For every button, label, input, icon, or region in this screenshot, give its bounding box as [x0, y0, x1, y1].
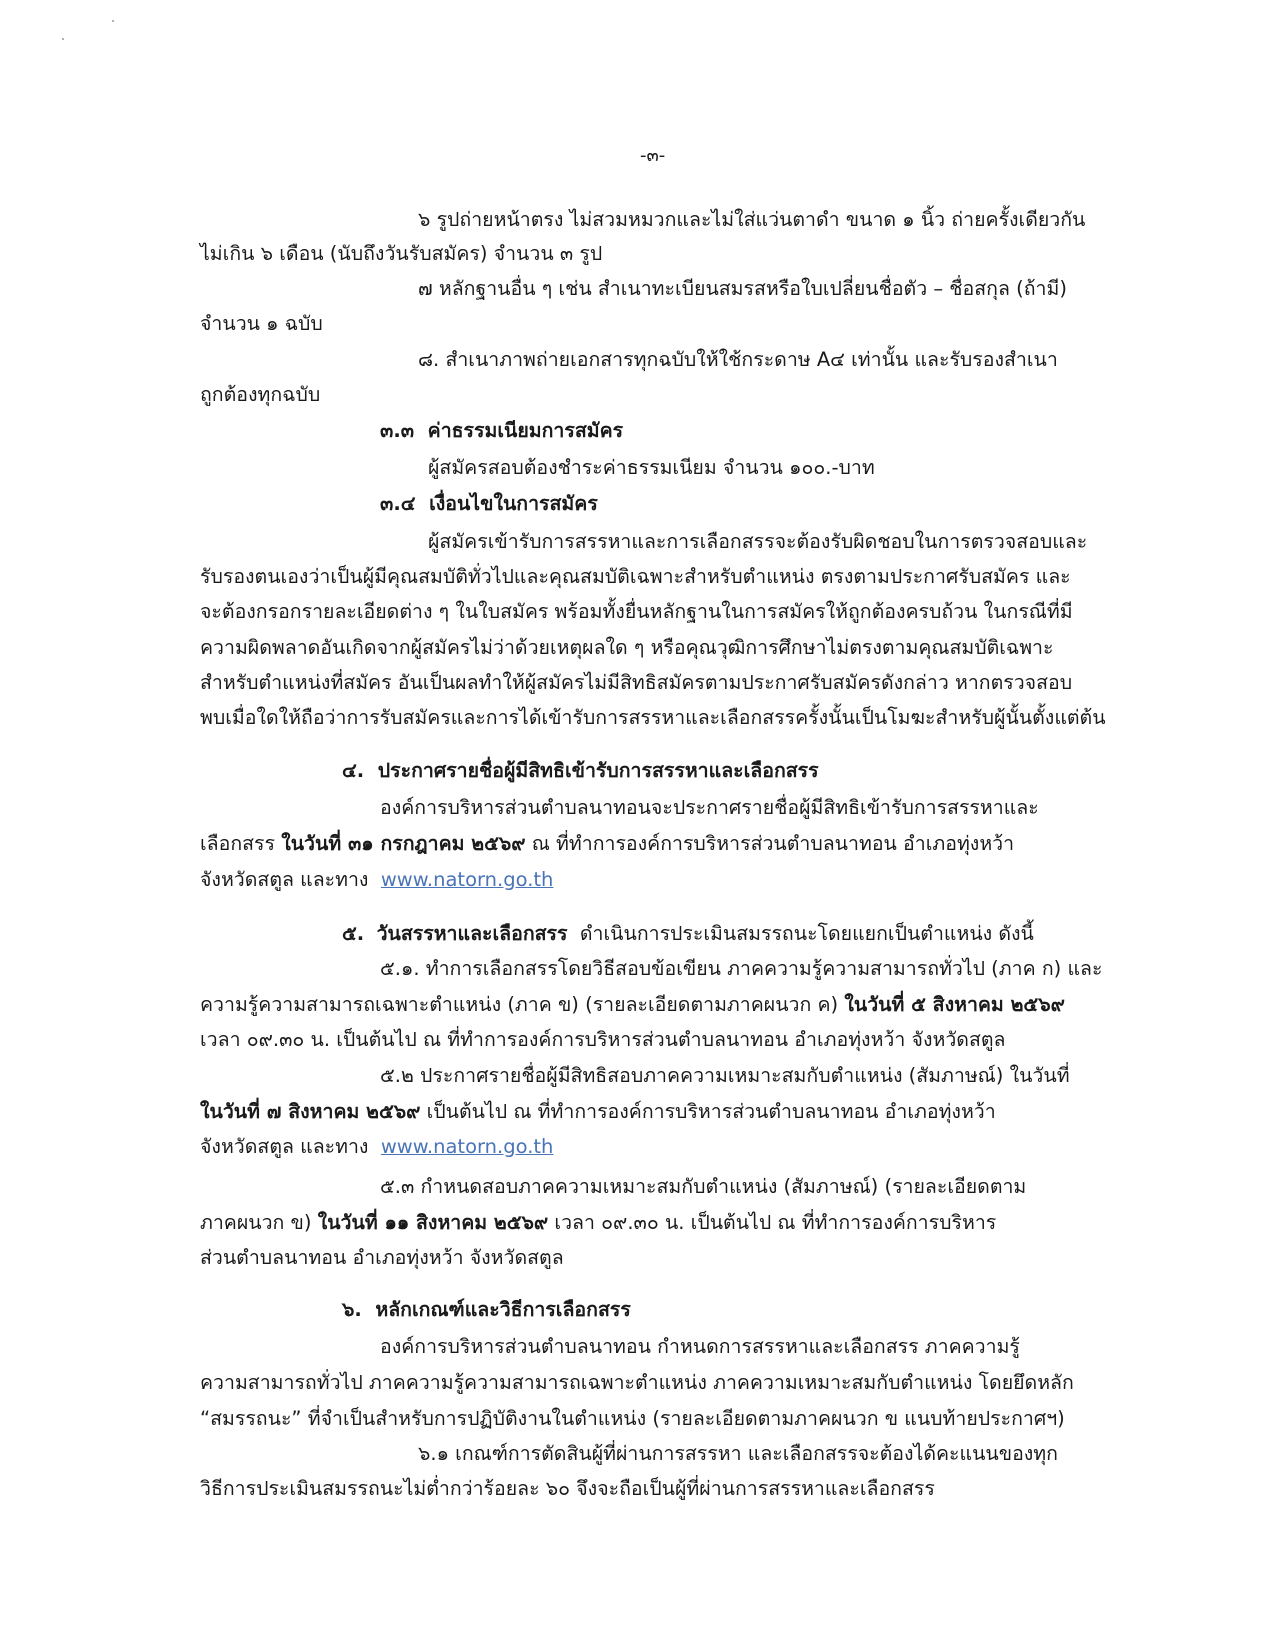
- section-5-2-line3: [200, 1131, 553, 1163]
- section-4-line2-pre: เลือกสรร: [200, 832, 275, 855]
- section-5-3-line1: ๕.๓ กำหนดสอบภาคความเหมาะสมกับตำแหน่ง (สัมภาษณ์) (รายละเอียดตาม: [380, 1175, 1027, 1198]
- scan-speck: [62, 38, 64, 40]
- section-3-4-line: รับรองตนเองว่าเป็นผู้มีคุณสมบัติทั่วไปและคุณสมบัติเฉพาะสำหรับตำแหน่ง ตรงตามประกาศรับสมัคร และ: [200, 565, 1071, 588]
- section-3-4-line: ผู้สมัครเข้ารับการสรรหาและการเลือกสรรจะต้องรับผิดชอบในการตรวจสอบและ: [428, 530, 1088, 553]
- section-5-1-date: ในวันที่ ๕ สิงหาคม ๒๕๖๙: [844, 993, 1065, 1016]
- section-3-3-heading: [380, 415, 623, 447]
- item6-line2: ไม่เกิน ๖ เดือน (นับถึงวันรับสมัคร) จำนวน ๓ รูป: [200, 242, 603, 265]
- section-4-number: ๔.: [342, 759, 365, 782]
- section-6-line: องค์การบริหารส่วนตำบลนาทอน กำหนดการสรรหาและเลือกสรร ภาคความรู้: [380, 1335, 1020, 1358]
- section-3-4-line: จะต้องกรอกรายละเอียดต่าง ๆ ในใบสมัคร พร้อมทั้งยื่นหลักฐานในการสมัครให้ถูกต้องครบถ้วน ในกรณีที่มี: [200, 600, 1073, 623]
- item7-line2: จำนวน ๑ ฉบับ: [200, 312, 323, 335]
- section-4-line2-post: ณ ที่ทำการองค์การบริหารส่วนตำบลนาทอน อำเภอทุ่งหว้า: [531, 832, 1015, 855]
- section-5-heading: [342, 918, 1034, 950]
- section-5-2-line2-post: เป็นต้นไป ณ ที่ทำการองค์การบริหารส่วนตำบลนาทอน อำเภอทุ่งหว้า: [426, 1100, 996, 1123]
- section-3-4-line: พบเมื่อใดให้ถือว่าการรับสมัครและการได้เข้ารับการสรรหาและเลือกสรรครั้งนั้นเป็นโมฆะสำหรับผู้นั้นตั้งแต่ต้น: [200, 706, 1106, 729]
- section-4-heading: [342, 755, 819, 787]
- website-link[interactable]: www.natorn.go.th: [380, 868, 554, 891]
- website-link[interactable]: www.natorn.go.th: [380, 1135, 554, 1158]
- section-5-2-line3-pre: จังหวัดสตูล และทาง: [200, 1135, 369, 1158]
- section-3-3-body: ผู้สมัครสอบต้องชำระค่าธรรมเนียม จำนวน ๑๐๐.-บาท: [428, 456, 875, 479]
- section-4-date: ในวันที่ ๓๑ กรกฎาคม ๒๕๖๙: [281, 832, 526, 855]
- item8-line2: ถูกต้องทุกฉบับ: [200, 383, 321, 406]
- section-3-4-number: ๓.๔: [380, 492, 416, 515]
- section-3-3-title: ค่าธรรมเนียมการสมัคร: [427, 419, 624, 442]
- section-5-1-line2: [200, 989, 1065, 1021]
- section-6-1-line1: ๖.๑ เกณฑ์การตัดสินผู้ที่ผ่านการสรรหา และเลือกสรรจะต้องได้คะแนนของทุก: [418, 1442, 1058, 1465]
- section-5-2-line2: [200, 1096, 996, 1128]
- section-4-line2: [200, 828, 1014, 860]
- section-6-1-line2: วิธีการประเมินสมรรถนะไม่ต่ำกว่าร้อยละ ๖๐ จึงจะถือเป็นผู้ที่ผ่านการสรรหาและเลือกสรร: [200, 1477, 935, 1500]
- section-5-title: วันสรรหาและเลือกสรร: [376, 922, 568, 945]
- section-5-3-line2-post: เวลา ๐๙.๓๐ น. เป็นต้นไป ณ ที่ทำการองค์การบริหาร: [554, 1211, 997, 1234]
- item7-line1: ๗ หลักฐานอื่น ๆ เช่น สำเนาทะเบียนสมรสหรือใบเปลี่ยนชื่อตัว – ชื่อสกุล (ถ้ามี): [418, 277, 1067, 300]
- section-3-4-line: สำหรับตำแหน่งที่สมัคร อันเป็นผลทำให้ผู้สมัครไม่มีสิทธิสมัครตามประกาศรับสมัครดังกล่าว หากตรวจสอบ: [200, 671, 1073, 694]
- item6-line1: ๖ รูปถ่ายหน้าตรง ไม่สวมหมวกและไม่ใส่แว่นตาดำ ขนาด ๑ นิ้ว ถ่ายครั้งเดียวกัน: [418, 208, 1086, 231]
- section-6-heading: [342, 1294, 631, 1326]
- section-3-4-title: เงื่อนไขในการสมัคร: [429, 492, 598, 515]
- section-3-4-line: ความผิดพลาดอันเกิดจากผู้สมัครไม่ว่าด้วยเหตุผลใด ๆ หรือคุณวุฒิการศึกษาไม่ตรงตามคุณสมบัติเฉพาะ: [200, 636, 1054, 659]
- section-4-line1: องค์การบริหารส่วนตำบลนาทอนจะประกาศรายชื่อผู้มีสิทธิเข้ารับการสรรหาและ: [380, 796, 1039, 819]
- section-6-line: ความสามารถทั่วไป ภาคความรู้ความสามารถเฉพาะตำแหน่ง ภาคความเหมาะสมกับตำแหน่ง โดยยึดหลัก: [200, 1371, 1074, 1394]
- scan-speck: [112, 20, 114, 22]
- section-5-3-line2: [200, 1207, 996, 1239]
- section-5-title-rest: ดำเนินการประเมินสมรรถนะโดยแยกเป็นตำแหน่ง ดังนี้: [579, 922, 1034, 945]
- section-5-1-line2-pre: ความรู้ความสามารถเฉพาะตำแหน่ง (ภาค ข) (รายละเอียดตามภาคผนวก ค): [200, 993, 839, 1016]
- section-4-line3: [200, 864, 553, 896]
- page-number: -๓-: [640, 145, 666, 166]
- section-4-title: ประกาศรายชื่อผู้มีสิทธิเข้ารับการสรรหาและเลือกสรร: [377, 759, 819, 782]
- section-4-line3-pre: จังหวัดสตูล และทาง: [200, 868, 369, 891]
- section-5-3-line3: ส่วนตำบลนาทอน อำเภอทุ่งหว้า จังหวัดสตูล: [200, 1246, 564, 1269]
- section-6-line: “สมรรถนะ” ที่จำเป็นสำหรับการปฏิบัติงานในตำแหน่ง (รายละเอียดตามภาคผนวก ข แนบท้ายประกาศฯ): [200, 1407, 1065, 1430]
- section-5-1-line1: ๕.๑. ทำการเลือกสรรโดยวิธีสอบข้อเขียน ภาคความรู้ความสามารถทั่วไป (ภาค ก) และ: [380, 957, 1103, 980]
- section-5-2-line1: ๕.๒ ประกาศรายชื่อผู้มีสิทธิสอบภาคความเหมาะสมกับตำแหน่ง (สัมภาษณ์) ในวันที่: [380, 1064, 1070, 1087]
- section-5-2-date: ในวันที่ ๗ สิงหาคม ๒๕๖๙: [200, 1100, 421, 1123]
- section-6-title: หลักเกณฑ์และวิธีการเลือกสรร: [375, 1298, 631, 1321]
- section-3-3-number: ๓.๓: [380, 419, 415, 442]
- section-5-number: ๕.: [342, 922, 365, 945]
- section-5-3-date: ในวันที่ ๑๑ สิงหาคม ๒๕๖๙: [317, 1211, 549, 1234]
- section-3-4-heading: [380, 488, 598, 520]
- section-5-3-line2-pre: ภาคผนวก ข): [200, 1211, 312, 1234]
- section-5-1-line3: เวลา ๐๙.๓๐ น. เป็นต้นไป ณ ที่ทำการองค์การบริหารส่วนตำบลนาทอน อำเภอทุ่งหว้า จังหวัดสตูล: [200, 1028, 1006, 1051]
- item8-line1: ๘. สำเนาภาพถ่ายเอกสารทุกฉบับให้ใช้กระดาษ A๔ เท่านั้น และรับรองสำเนา: [418, 348, 1058, 371]
- section-6-number: ๖.: [342, 1298, 362, 1321]
